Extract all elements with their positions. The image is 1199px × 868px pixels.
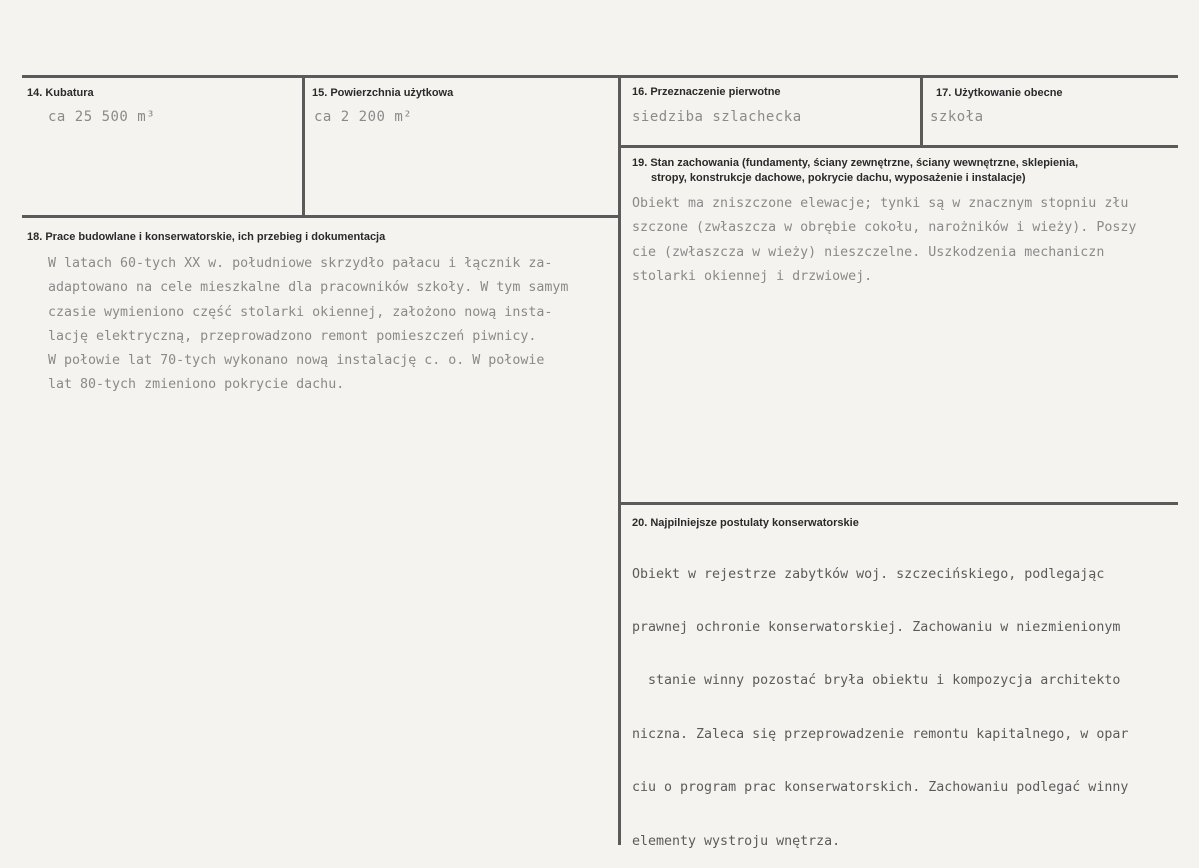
- field-18-line: lat 80-tych zmieniono pokrycie dachu.: [48, 377, 345, 393]
- field-20-label: 20. Najpilniejsze postulaty konserwatorskie: [632, 517, 859, 529]
- field-16-value: siedziba szlachecka: [632, 109, 802, 125]
- field-20-line: Obiekt w rejestrze zabytków woj. szczecińskiego, podlegając: [632, 566, 1105, 582]
- rule-under-14-15: [22, 215, 620, 218]
- field-19-text: [632, 192, 1178, 289]
- field-20-line: ciu o program prac konserwatorskich. Zachowaniu podlegać winny: [632, 780, 1129, 796]
- field-19-line: Obiekt ma zniszczone elewacje; tynki są w znacznym stopniu złu: [632, 196, 1129, 211]
- field-18-line: W latach 60-tych XX w. południowe skrzydło pałacu i łącznik za-: [48, 256, 553, 271]
- field-18-text: [48, 252, 593, 398]
- field-18-line: czasie wymieniono część stolarki okiennej, założono nową insta-: [48, 304, 553, 320]
- field-16-label: 16. Przeznaczenie pierwotne: [632, 86, 781, 98]
- field-19-line: cie (zwłaszcza w wieży) nieszczelne. Uszkodzenia mechaniczn: [632, 244, 1105, 260]
- field-20-line: niczna. Zaleca się przeprowadzenie remontu kapitalnego, w opar: [632, 726, 1129, 742]
- divider-left-right: [618, 77, 621, 845]
- field-14-label: 14. Kubatura: [27, 87, 94, 99]
- field-20-line: stanie winny pozostać bryła obiektu i kompozycja architekto: [632, 673, 1121, 689]
- field-15-value: ca 2 200 m²: [314, 109, 413, 125]
- field-14-value: ca 25 500 m³: [48, 109, 156, 125]
- field-19-label-line1: 19. Stan zachowania (fundamenty, ściany zewnętrzne, ściany wewnętrzne, sklepienia,: [632, 157, 1079, 169]
- field-15-label: 15. Powierzchnia użytkowa: [312, 87, 454, 99]
- field-18-label: 18. Prace budowlane i konserwatorskie, ich przebieg i dokumentacja: [27, 231, 386, 243]
- field-20-line: prawnej ochronie konserwatorskiej. Zachowaniu w niezmienionym: [632, 619, 1121, 635]
- divider-16-17: [920, 77, 923, 147]
- field-17-label: 17. Użytkowanie obecne: [936, 87, 1063, 99]
- field-18-line: lację elektryczną, przeprowadzono remont pomieszczeń piwnicy.: [48, 328, 537, 344]
- field-20-text: [632, 530, 1198, 868]
- top-border: [22, 75, 1178, 78]
- divider-14-15: [302, 77, 305, 217]
- field-19-label-line2: stropy, konstrukcje dachowe, pokrycie dachu, wyposażenie i instalacje): [651, 172, 1026, 184]
- field-18-line: W połowie lat 70-tych wykonano nową instalację c. o. W połowie: [48, 353, 545, 369]
- field-18-line: adaptowano na cele mieszkalne dla pracowników szkoły. W tym samym: [48, 280, 569, 296]
- field-20-line: elementy wystroju wnętrza.: [632, 833, 841, 849]
- field-19-line: szczone (zwłaszcza w obrębie cokołu, narożników i wieży). Poszy: [632, 220, 1137, 236]
- field-19-line: stolarki okiennej i drzwiowej.: [632, 268, 873, 284]
- rule-under-19: [620, 502, 1178, 505]
- rule-under-16-17: [620, 145, 1178, 148]
- field-17-value: szkoła: [930, 109, 984, 125]
